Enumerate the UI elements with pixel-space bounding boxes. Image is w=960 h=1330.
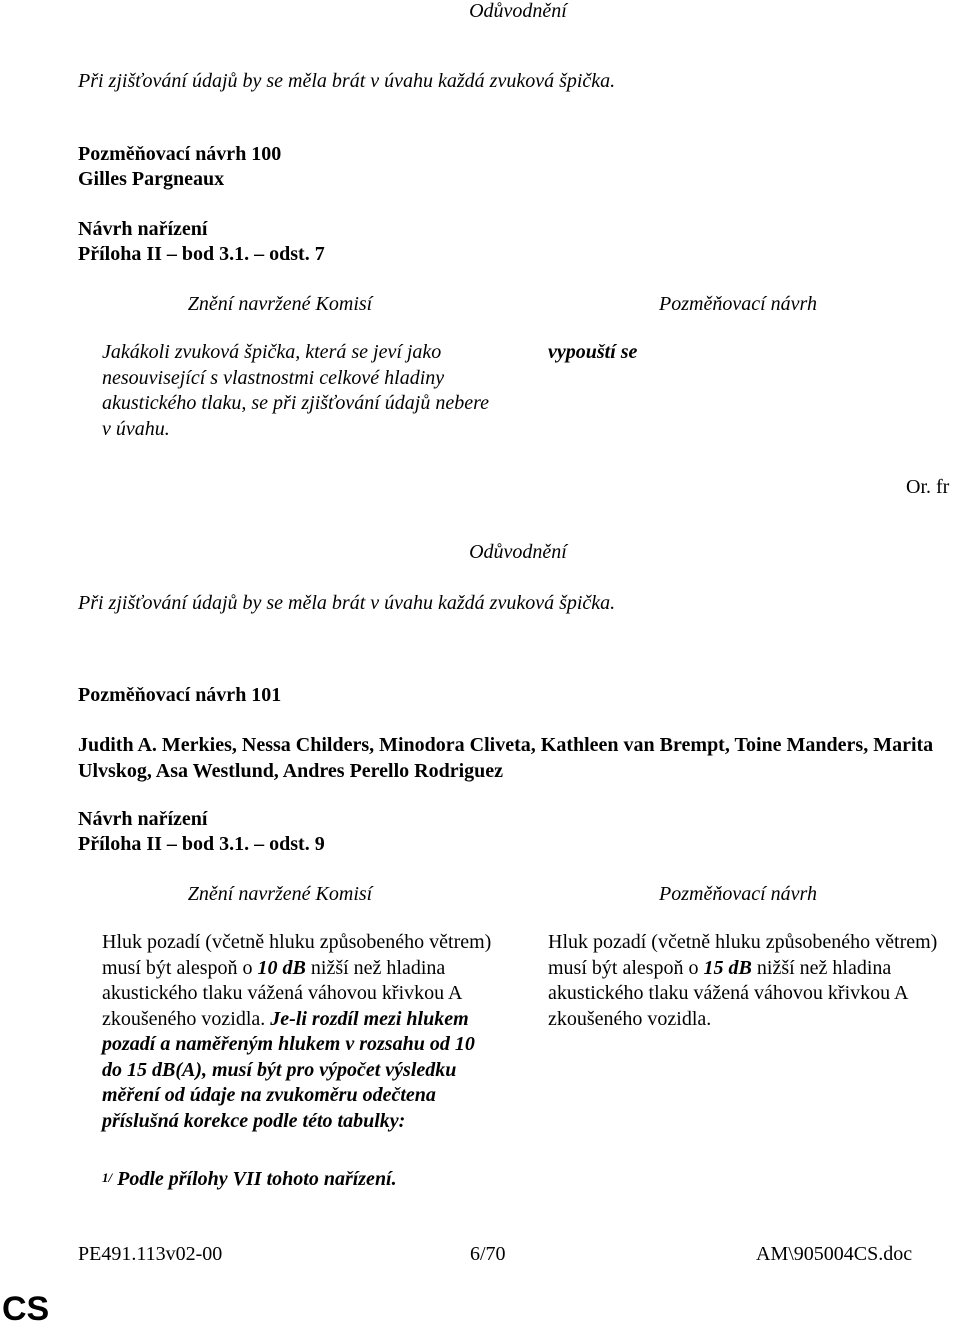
amendment-100-col-right-header: Pozměňovací návrh bbox=[659, 293, 817, 315]
amendment-100-right-text: vypouští se bbox=[548, 341, 638, 363]
amendment-101-authors: Judith A. Merkies, Nessa Childers, Minodora Cliveta, Kathleen van Brempt, Toine Manders, Marita Ulvskog, Asa Westlund, Andres Perello Rodriguez bbox=[78, 734, 934, 782]
amendment-100-reference: Příloha II – bod 3.1. – odst. 7 bbox=[78, 243, 325, 265]
amendment-101-reference: Příloha II – bod 3.1. – odst. 9 bbox=[78, 833, 325, 855]
right-value: 15 dB bbox=[703, 956, 752, 979]
amendment-100-proposal: Návrh nařízení bbox=[78, 218, 208, 240]
amendment-101-proposal: Návrh nařízení bbox=[78, 808, 208, 830]
amendment-100-author: Gilles Pargneaux bbox=[78, 168, 225, 190]
amendment-101-col-left-header: Znění navržené Komisí bbox=[187, 883, 373, 905]
right-text-b: nižší než hladina akustického tlaku vážená váhovou křivkou A zkoušeného vozidla. bbox=[548, 956, 908, 1030]
amendment-100-number: Pozměňovací návrh 100 bbox=[78, 143, 282, 165]
footer-doc-ref: PE491.113v02-00 bbox=[78, 1243, 223, 1265]
amendment-101-number: Pozměňovací návrh 101 bbox=[78, 684, 282, 706]
footer-file-name: AM\905004CS.doc bbox=[756, 1243, 913, 1265]
amendment-101-col-right-header: Pozměňovací návrh bbox=[659, 883, 817, 905]
justification-heading-100: Odůvodnění bbox=[469, 541, 567, 563]
justification-text-top: Při zjišťování údajů by se měla brát v úvahu každá zvuková špička. bbox=[78, 70, 616, 92]
amendment-101-right-text bbox=[548, 930, 940, 1032]
amendment-101-left-text bbox=[102, 930, 494, 1134]
justification-heading-top: Odůvodnění bbox=[469, 0, 567, 22]
amendment-100-col-left-header: Znění navržené Komisí bbox=[187, 293, 373, 315]
left-text-a: Hluk pozadí (včetně hluku způsobeného větrem) musí být alespoň o bbox=[102, 931, 492, 979]
right-text-a: Hluk pozadí (včetně hluku způsobeného větrem) musí být alespoň o bbox=[548, 931, 938, 979]
left-text-b: nižší než hladina akustického tlaku vážená váhovou křivkou A zkoušeného vozidla. bbox=[102, 956, 462, 1030]
left-added-text: Je-li rozdíl mezi hlukem pozadí a naměřeným hlukem v rozsahu od 10 do 15 dB(A), musí být pro výpočet výsledku měření od údaje na zvukoměru odečtena příslušná korekce podle této tabulky: bbox=[102, 1007, 475, 1132]
language-code: CS bbox=[2, 1290, 50, 1328]
justification-text-100: Při zjišťování údajů by se měla brát v úvahu každá zvuková špička. bbox=[78, 592, 616, 614]
footnote-mark: 1/ bbox=[102, 1170, 113, 1185]
original-language: Or. fr bbox=[906, 476, 950, 498]
amendment-101-footnote bbox=[102, 1167, 494, 1193]
footer-page-number: 6/70 bbox=[470, 1243, 506, 1265]
amendment-100-left-text: Jakákoli zvuková špička, která se jeví jako nesouvisející s vlastnostmi celkové hladiny akustického tlaku, se při zjišťování údajů nebere v úvahu. bbox=[102, 341, 490, 440]
left-value: 10 dB bbox=[257, 956, 306, 979]
footnote-text: Podle přílohy VII tohoto nařízení. bbox=[112, 1168, 397, 1190]
